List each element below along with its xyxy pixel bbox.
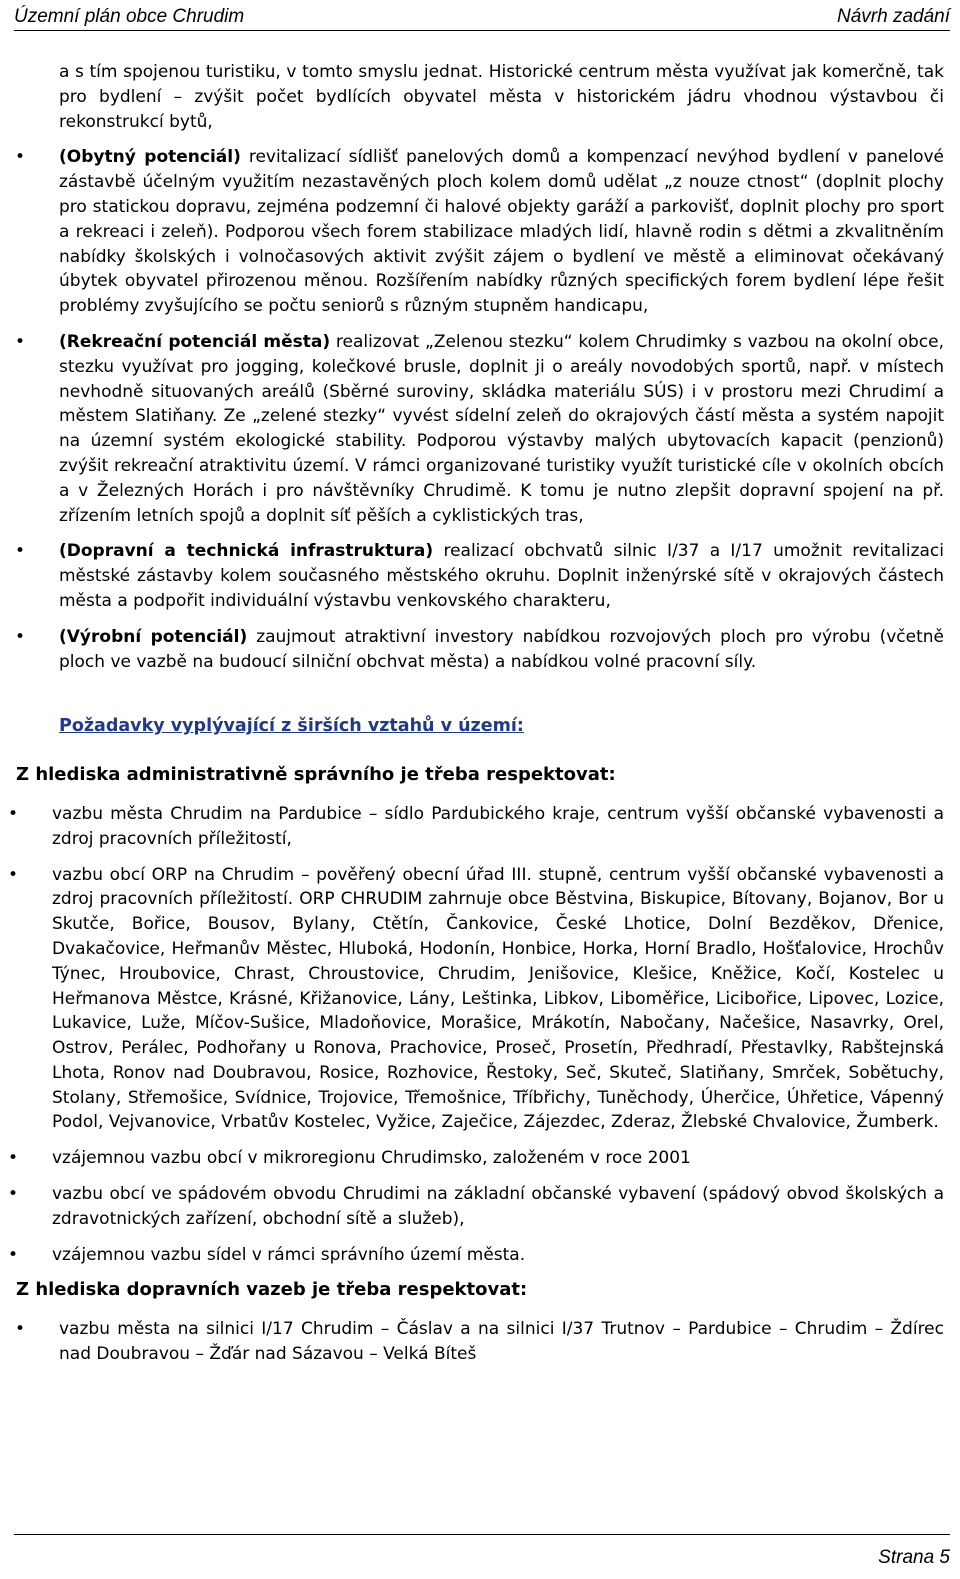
- list-item: [15, 1317, 944, 1367]
- bullet-icon: •: [8, 1184, 19, 1205]
- list-item: [8, 1182, 944, 1232]
- bullet-icon: •: [15, 1319, 26, 1340]
- potentials-list: [0, 145, 960, 674]
- item-text: vazbu města na silnici I/17 Chrudim – Čáslav a na silnici I/37 Trutnov – Pardubice – Chrudim – Ždírec nad Doubravou – Žďár nad Sázavou – Velká Bíteš: [59, 1319, 944, 1365]
- item-text: vzájemnou vazbu obcí v mikroregionu Chrudimsko, založeném v roce 2001: [52, 1148, 691, 1169]
- item-text: revitalizací sídlišť panelových domů a kompenzací nevýhod bydlení v panelové zástavbě účelným využitím nezastavěných ploch kolem domů udělat „z nouze ctnost“ (doplnit plochy pro statickou dopravu, zejména podzemní či halové objekty garáží a parkovišť, doplnit plochy pro sport a rekreaci i zeleň). Podporou všech forem stabilizace mladých lidí, hlavně rodin s dětmi a zkvalitněním nabídky školských i volnočasových aktivit zvýšit zájem o bydlení ve městě a eliminovat očekávaný úbytek obyvatel přirozenou měnou. Rozšířením nabídky různých specifických forem bydlení lépe řešit problémy zvyšujícího se počtu seniorů s různým stupněm handicapu,: [59, 147, 944, 317]
- page-number: Strana 5: [878, 1547, 950, 1568]
- item-title: (Dopravní a technická infrastruktura): [59, 541, 434, 562]
- bullet-icon: •: [15, 331, 26, 352]
- header-document-title: Územní plán obce Chrudim: [14, 6, 245, 27]
- admin-list: [0, 802, 960, 1268]
- admin-section-heading: Z hlediska administrativně správního je třeba respektovat:: [16, 764, 616, 786]
- list-item: [15, 145, 944, 319]
- header-document-type: Návrh zadání: [836, 6, 950, 27]
- bullet-icon: •: [15, 147, 26, 168]
- list-item: [8, 863, 944, 1136]
- item-text: vzájemnou vazbu sídel v rámci správního území města.: [52, 1244, 526, 1265]
- item-text: realizovat „Zelenou stezku“ kolem Chrudimky s vazbou na okolní obce, stezku využívat pro jogging, kolečkové brusle, doplnit ji o areály novodobých sportů, např. v místech nevhodně situovaných areálů (Sběrné suroviny, skládka materiálu SÚS) i v prostoru mezi Chrudimí a městem Slatiňany. Ze „zelené stezky“ vyvést sídelní zeleň do okrajových částí města a systém napojit na územní systém ekologické stability. Podporou výstavby malých ubytovacích kapacit (penzionů) zvýšit rekreační atraktivitu území. V rámci organizované turistiky využít turistické cíle v okolních obcích a v Železných Horách i pro návštěvníky Chrudimě. K tomu je nutno zlepšit dopravní spojení na př. zřízením letních spojů a doplnit síť pěších a cyklistických tras,: [59, 331, 944, 526]
- intro-paragraph: a s tím spojenou turistiku, v tomto smyslu jednat. Historické centrum města využívat jak komerčně, tak pro bydlení – zvýšit počet bydlících obyvatel města v historickém jádru vhodnou výstavbou či rekonstrukcí bytů,: [59, 62, 944, 132]
- item-title: (Výrobní potenciál): [59, 626, 248, 647]
- section-link-heading: Požadavky vyplývající z širších vztahů v území:: [59, 716, 524, 737]
- page-footer: [14, 1534, 950, 1575]
- item-text: vazbu města Chrudim na Pardubice – sídlo Pardubického kraje, centrum vyšší občanské vybavenosti a zdroj pracovních příležitostí,: [52, 803, 944, 849]
- item-text: vazbu obcí ORP na Chrudim – pověřený obecní úřad III. stupně, centrum vyšší občanské vybavenosti a zdroj pracovních příležitostí. ORP CHRUDIM zahrnuje obce Běstvina, Biskupice, Bítovany, Bojanov, Bor u Skutče, Bořice, Bousov, Bylany, Ctětín, Čankovice, České Lhotice, Dolní Bezděkov, Dřenice, Dvakačovice, Heřmanův Městec, Hluboká, Hodonín, Honbice, Horka, Horní Bradlo, Hošťalovice, Hrochův Týnec, Hroubovice, Chrast, Chroustovice, Chrudim, Jenišovice, Klešice, Kněžice, Kočí, Kostelec u Heřmanova Městce, Krásné, Křižanovice, Lány, Leštinka, Libkov, Liboměřice, Licibořice, Lipovec, Lozice, Lukavice, Luže, Míčov-Sušice, Mladoňovice, Morašice, Mrákotín, Nabočany, Načešice, Nasavrky, Orel, Ostrov, Perálec, Podhořany u Ronova, Prachovice, Proseč, Prosetín, Předhradí, Přestavlky, Rabštejnská Lhota, Ronov nad Doubravou, Rosice, Rozhovice, Řestoky, Seč, Skuteč, Slatiňany, Smrček, Sobětuchy, Stolany, Střemošice, Svídnice, Trojovice, Třemošnice, Tříbřichy, Tuněchody, Úherčice, Úhřetice, Vápenný Podol, Vejvanovice, Vrbatův Kostelec, Vyžice, Zaječice, Zájezdec, Zderaz, Žlebské Chvalovice, Žumberk.: [52, 864, 944, 1133]
- page-header: [14, 4, 950, 31]
- item-title: (Rekreační potenciál města): [59, 331, 331, 352]
- list-item: [15, 539, 944, 613]
- bullet-icon: •: [8, 864, 19, 885]
- list-item: [15, 625, 944, 675]
- item-text: realizací obchvatů silnic I/37 a I/17 umožnit revitalizaci městské zástavby kolem současného městského okruhu. Doplnit inženýrské sítě v okrajových částech města a podpořit individuální výstavbu venkovského charakteru,: [59, 541, 944, 611]
- page-content: [0, 60, 960, 1378]
- transport-section-heading: Z hlediska dopravních vazeb je třeba respektovat:: [16, 1279, 528, 1301]
- bullet-icon: •: [8, 1244, 19, 1265]
- item-text: vazbu obcí ve spádovém obvodu Chrudimi na základní občanské vybavení (spádový obvod školských a zdravotnických zařízení, obchodní sítě a služeb),: [52, 1184, 944, 1229]
- bullet-icon: •: [15, 541, 26, 562]
- list-item: [8, 1146, 944, 1171]
- item-text: zaujmout atraktivní investory nabídkou rozvojových ploch pro výrobu (včetně ploch ve vazbě na budoucí silniční obchvat města) a nabídkou volné pracovní síly.: [59, 626, 944, 672]
- list-item: [8, 802, 944, 852]
- bullet-icon: •: [8, 1148, 19, 1169]
- list-item: [15, 330, 944, 528]
- bullet-icon: •: [15, 626, 26, 647]
- transport-list: [0, 1317, 960, 1367]
- bullet-icon: •: [8, 803, 19, 824]
- list-item: [8, 1243, 944, 1268]
- item-title: (Obytný potenciál): [59, 147, 241, 168]
